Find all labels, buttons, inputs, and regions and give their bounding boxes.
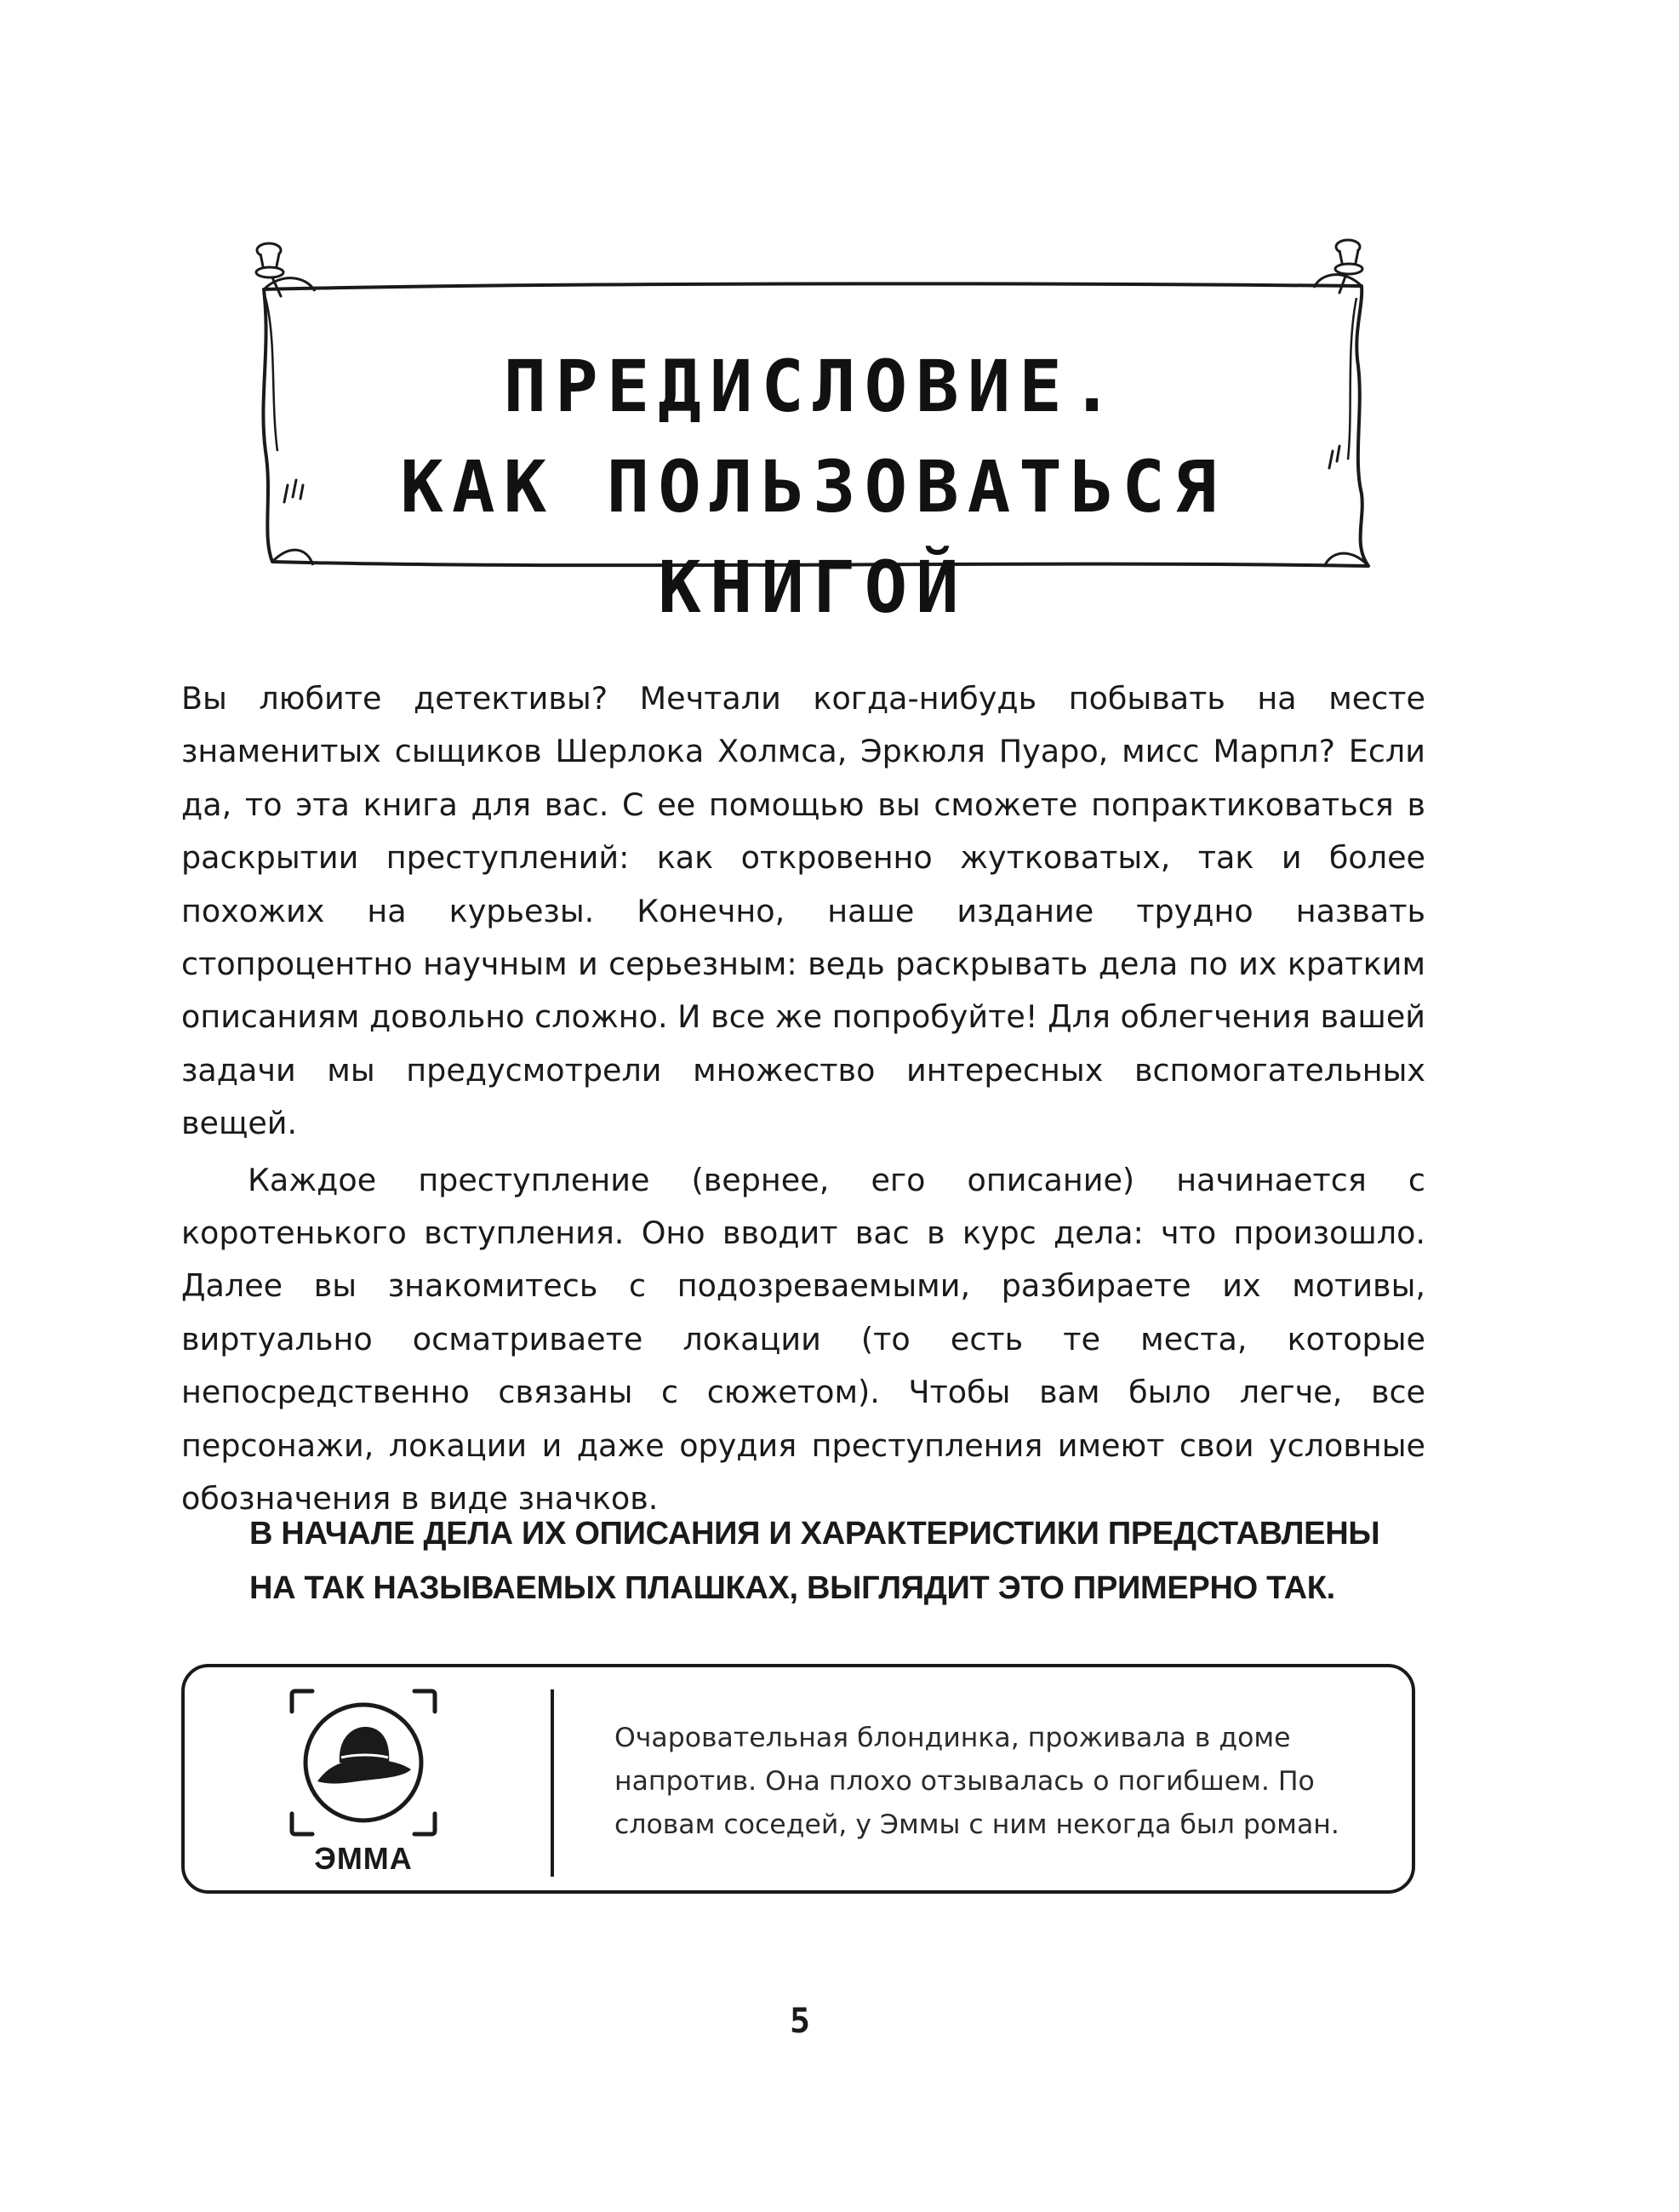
callout-statement <box>249 1506 1441 1615</box>
body-text <box>181 672 1425 1526</box>
paragraph-2: Каждое преступление (вернее, его описание) начинается с коротенького вступления. Оно вводит вас в курс дела: что произошло. Далее вы знакомитесь с подозреваемыми, разбираете их мотивы, виртуально осматриваете локации (то есть те места, которые непосредственно связаны с сюжетом). Чтобы вам было легче, все персонажи, локации и даже орудия преступления имеют свои условные обозначения в виде значков. <box>181 1161 1425 1518</box>
hat-icon <box>287 1686 440 1839</box>
chapter-title <box>247 336 1379 637</box>
chapter-title-line-2: КАК ПОЛЬЗОВАТЬСЯ КНИГОЙ <box>400 445 1225 629</box>
pushpin-right-icon <box>1321 235 1372 303</box>
character-name: ЭММА <box>314 1841 413 1876</box>
card-divider <box>551 1689 554 1877</box>
chapter-title-line-1: ПРЕДИСЛОВИЕ. <box>503 345 1122 428</box>
pushpin-left-icon <box>247 238 298 306</box>
callout-line-2: НА ТАК НАЗЫВАЕМЫХ ПЛАШКАХ, ВЫГЛЯДИТ ЭТО ПРИМЕРНО ТАК. <box>249 1570 1335 1606</box>
character-card <box>181 1664 1415 1894</box>
chapter-banner <box>247 238 1379 629</box>
callout-line-1: В НАЧАЛЕ ДЕЛА ИХ ОПИСАНИЯ И ХАРАКТЕРИСТИКИ ПРЕДСТАВЛЕНЫ <box>249 1516 1380 1552</box>
character-description: Очаровательная блондинка, проживала в доме напротив. Она плохо отзывалась о погибшем. По словам соседей, у Эммы с ним некогда был роман. <box>614 1723 1339 1840</box>
page-number: 5 <box>789 2002 811 2041</box>
paragraph-1: Вы любите детективы? Мечтали когда-нибудь побывать на месте знаменитых сыщиков Шерлока Холмса, Эркюля Пуаро, мисс Марпл? Если да, то эта книга для вас. С ее помощью вы сможете попрактиковаться в раскрытии преступлений: как откровенно жутковатых, так и более похожих на курьезы. Конечно, наше издание трудно назвать стопроцентно научным и серьезным: ведь раскрывать дела по их кратким описаниям довольно сложно. И все же попробуйте! Для облегчения вашей задачи мы предусмотрели множество интересных вспомогательных вещей. <box>181 680 1425 1142</box>
